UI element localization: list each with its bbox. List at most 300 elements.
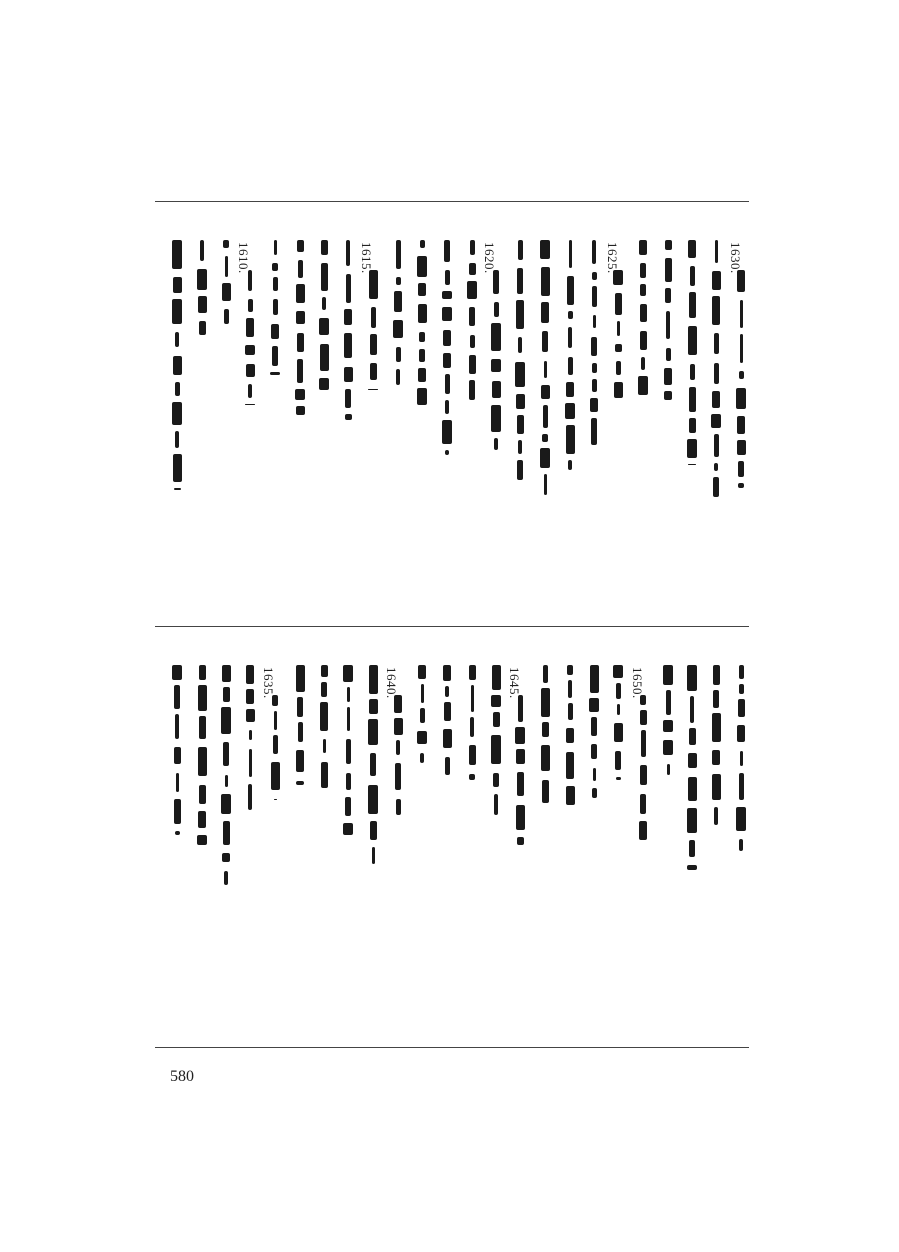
script-glyph — [223, 240, 229, 248]
script-glyph — [737, 440, 746, 455]
script-glyph — [713, 690, 719, 708]
script-glyph — [173, 356, 182, 375]
script-glyph — [640, 304, 647, 322]
script-glyph — [418, 304, 427, 323]
script-glyph — [666, 348, 671, 361]
script-glyph — [445, 400, 449, 414]
upper-line-number: 1615. — [359, 242, 374, 274]
script-glyph — [714, 463, 718, 471]
script-glyph — [174, 685, 180, 709]
script-glyph — [688, 326, 697, 355]
script-glyph — [297, 333, 304, 352]
lower-script-line — [366, 665, 380, 865]
script-glyph — [493, 712, 500, 727]
upper-line-number: 1610. — [236, 242, 251, 274]
script-glyph — [469, 665, 476, 680]
script-glyph — [344, 309, 352, 325]
script-glyph — [663, 740, 673, 755]
script-glyph — [665, 258, 672, 282]
lower-line-number: 1645. — [507, 667, 522, 699]
script-glyph — [174, 799, 181, 824]
script-glyph — [615, 293, 622, 315]
script-glyph — [739, 773, 744, 800]
script-glyph — [346, 240, 350, 266]
script-glyph — [541, 688, 550, 717]
script-glyph — [442, 307, 452, 321]
script-glyph — [296, 406, 305, 415]
script-glyph — [320, 344, 329, 371]
script-glyph — [614, 723, 623, 742]
upper-script-line — [538, 240, 552, 500]
script-glyph — [568, 680, 572, 698]
lower-script-line — [440, 665, 454, 775]
script-glyph — [175, 831, 180, 835]
script-glyph — [223, 742, 229, 766]
script-glyph — [274, 240, 277, 255]
script-glyph — [443, 330, 451, 346]
script-glyph — [223, 821, 230, 845]
script-glyph — [738, 699, 745, 717]
script-glyph — [518, 695, 523, 722]
lower-script-line — [465, 665, 479, 780]
script-glyph — [713, 477, 719, 497]
script-glyph — [200, 240, 204, 261]
script-glyph — [640, 331, 647, 350]
script-glyph — [321, 240, 328, 255]
lower-line-number: 1640. — [384, 667, 399, 699]
script-glyph — [417, 731, 427, 744]
script-glyph — [665, 240, 672, 250]
script-glyph — [369, 665, 378, 694]
script-glyph — [688, 464, 696, 465]
script-glyph — [271, 324, 279, 339]
script-glyph — [445, 686, 449, 697]
upper-script-line — [489, 270, 503, 450]
script-glyph — [568, 357, 573, 375]
script-glyph — [566, 786, 575, 805]
script-glyph — [445, 270, 450, 285]
script-glyph — [420, 240, 425, 248]
script-glyph — [418, 368, 426, 382]
script-glyph — [198, 296, 207, 313]
script-glyph — [274, 799, 277, 800]
script-glyph — [172, 299, 182, 324]
upper-script-line — [219, 240, 233, 330]
upper-line-number: 1620. — [482, 242, 497, 274]
script-glyph — [616, 777, 621, 780]
script-glyph — [689, 728, 696, 745]
script-glyph — [690, 696, 694, 723]
script-glyph — [396, 240, 401, 269]
script-glyph — [172, 240, 182, 269]
script-glyph — [712, 296, 720, 325]
script-glyph — [298, 260, 303, 278]
lower-script-line — [563, 665, 577, 805]
script-glyph — [640, 263, 646, 278]
script-glyph — [517, 460, 523, 480]
script-glyph — [172, 665, 182, 680]
script-glyph — [470, 240, 475, 255]
script-glyph — [544, 474, 547, 495]
script-glyph — [248, 784, 252, 810]
script-glyph — [467, 281, 477, 299]
script-glyph — [273, 277, 278, 291]
script-glyph — [592, 363, 597, 373]
script-glyph — [713, 665, 720, 685]
script-glyph — [714, 363, 719, 384]
script-glyph — [566, 425, 575, 454]
script-glyph — [542, 434, 548, 442]
lower-script-line — [415, 665, 429, 765]
script-glyph — [246, 709, 255, 722]
script-glyph — [344, 333, 352, 358]
upper-script-line — [293, 240, 307, 415]
script-glyph — [664, 391, 672, 400]
script-glyph — [445, 450, 449, 455]
script-glyph — [568, 703, 573, 720]
script-glyph — [245, 345, 255, 355]
script-glyph — [172, 402, 182, 425]
script-glyph — [518, 337, 522, 353]
page-number: 580 — [170, 1068, 194, 1085]
script-glyph — [176, 773, 179, 792]
script-glyph — [197, 835, 207, 845]
script-glyph — [471, 685, 474, 712]
script-glyph — [270, 372, 280, 375]
lower-line-number: 1635. — [261, 667, 276, 699]
upper-script-line — [661, 240, 675, 400]
script-glyph — [225, 775, 228, 787]
upper-script-line — [587, 240, 601, 450]
script-glyph — [518, 240, 523, 260]
script-glyph — [199, 665, 206, 680]
script-glyph — [394, 291, 402, 312]
script-glyph — [245, 404, 255, 405]
script-glyph — [515, 727, 525, 744]
lower-script-line — [293, 665, 307, 785]
script-glyph — [419, 349, 425, 362]
script-glyph — [396, 740, 400, 755]
script-glyph — [615, 751, 621, 770]
lower-script-line — [341, 665, 355, 835]
script-glyph — [345, 414, 352, 420]
script-glyph — [491, 359, 501, 372]
script-glyph — [443, 665, 451, 681]
script-glyph — [714, 434, 719, 457]
lower-script-line — [636, 695, 650, 840]
script-glyph — [418, 665, 426, 679]
upper-script-line — [391, 240, 405, 390]
lower-script-line — [611, 665, 625, 780]
script-glyph — [614, 382, 623, 398]
script-glyph — [615, 344, 622, 352]
lower-script-line — [734, 665, 748, 860]
script-glyph — [443, 353, 451, 368]
script-glyph — [347, 707, 350, 731]
script-glyph — [590, 665, 599, 693]
script-glyph — [541, 302, 549, 323]
script-glyph — [296, 284, 305, 303]
script-glyph — [197, 269, 207, 290]
script-glyph — [640, 284, 646, 296]
script-glyph — [225, 256, 228, 277]
script-glyph — [296, 781, 304, 785]
script-glyph — [347, 687, 350, 702]
script-glyph — [274, 711, 277, 730]
script-glyph — [174, 488, 181, 490]
script-glyph — [689, 387, 696, 412]
script-glyph — [689, 292, 696, 318]
script-glyph — [736, 807, 746, 831]
script-glyph — [640, 710, 647, 725]
script-glyph — [469, 380, 475, 400]
script-glyph — [323, 739, 326, 753]
script-glyph — [712, 774, 721, 800]
script-glyph — [738, 483, 744, 488]
script-glyph — [343, 823, 353, 835]
script-glyph — [543, 405, 548, 428]
script-glyph — [222, 665, 231, 682]
script-glyph — [346, 739, 351, 764]
script-glyph — [689, 418, 696, 433]
script-glyph — [273, 735, 278, 754]
script-glyph — [173, 277, 182, 293]
script-glyph — [272, 346, 278, 366]
script-glyph — [494, 794, 498, 815]
script-glyph — [443, 729, 452, 748]
script-glyph — [198, 811, 206, 828]
script-glyph — [248, 384, 252, 398]
script-glyph — [592, 286, 597, 307]
lower-script-line — [195, 665, 209, 845]
script-glyph — [666, 311, 670, 339]
script-glyph — [271, 762, 280, 790]
script-glyph — [666, 690, 671, 715]
script-glyph — [344, 367, 353, 382]
script-glyph — [491, 735, 501, 764]
script-glyph — [272, 263, 278, 271]
script-glyph — [445, 374, 450, 394]
script-glyph — [568, 327, 572, 348]
script-glyph — [617, 321, 620, 336]
script-glyph — [246, 364, 255, 377]
script-glyph — [738, 461, 744, 477]
script-glyph — [297, 359, 303, 383]
script-glyph — [372, 847, 375, 864]
lower-script-line — [685, 665, 699, 870]
script-glyph — [516, 749, 525, 764]
lower-script-line — [219, 665, 233, 885]
upper-script-line — [611, 270, 625, 400]
script-glyph — [540, 448, 550, 468]
script-glyph — [221, 794, 231, 814]
script-glyph — [369, 270, 378, 299]
script-glyph — [687, 439, 697, 458]
script-glyph — [690, 266, 695, 286]
script-glyph — [296, 750, 304, 772]
script-glyph — [417, 256, 427, 277]
upper-script-line — [268, 240, 282, 375]
script-glyph — [224, 309, 229, 324]
script-glyph — [296, 311, 305, 324]
script-glyph — [740, 300, 743, 328]
script-glyph — [445, 757, 450, 775]
script-glyph — [442, 291, 452, 299]
script-glyph — [639, 821, 647, 840]
script-glyph — [370, 363, 377, 380]
script-glyph — [737, 725, 745, 742]
script-glyph — [517, 772, 524, 796]
upper-script-line — [563, 240, 577, 470]
script-glyph — [345, 797, 351, 816]
script-glyph — [396, 799, 401, 815]
script-glyph — [616, 361, 621, 375]
script-glyph — [419, 332, 425, 342]
script-glyph — [346, 274, 351, 303]
script-glyph — [393, 320, 403, 338]
script-glyph — [591, 717, 597, 736]
script-glyph — [370, 753, 376, 776]
lower-script-line — [709, 665, 723, 825]
script-glyph — [368, 719, 378, 745]
script-glyph — [687, 665, 697, 691]
script-glyph — [173, 454, 182, 482]
script-glyph — [567, 665, 573, 675]
lower-script-line — [513, 695, 527, 845]
script-glyph — [517, 268, 523, 294]
script-glyph — [494, 438, 498, 450]
script-glyph — [687, 808, 697, 833]
script-glyph — [568, 311, 573, 319]
script-glyph — [175, 382, 180, 396]
script-glyph — [396, 347, 401, 362]
upper-script-line — [440, 240, 454, 455]
script-glyph — [541, 385, 550, 399]
lower-script-line — [243, 665, 257, 810]
upper-line-number: 1625. — [605, 242, 620, 274]
script-glyph — [396, 369, 400, 385]
script-glyph — [616, 683, 621, 699]
script-glyph — [714, 807, 718, 825]
script-glyph — [343, 665, 353, 682]
script-glyph — [470, 335, 475, 348]
upper-script-line — [341, 240, 355, 420]
script-glyph — [568, 460, 572, 470]
script-glyph — [566, 382, 574, 397]
script-glyph — [199, 716, 206, 739]
script-glyph — [663, 665, 673, 685]
lower-script-line — [587, 665, 601, 805]
script-glyph — [246, 689, 254, 704]
script-glyph — [297, 240, 304, 252]
lower-script-line — [268, 695, 282, 800]
script-glyph — [321, 263, 328, 291]
script-glyph — [640, 794, 646, 814]
script-glyph — [638, 376, 648, 395]
script-glyph — [739, 371, 744, 379]
script-glyph — [641, 357, 645, 370]
upper-script-line — [415, 240, 429, 405]
script-glyph — [688, 753, 697, 768]
script-glyph — [565, 403, 575, 419]
script-glyph — [491, 323, 501, 351]
script-glyph — [688, 240, 696, 258]
script-glyph — [566, 752, 574, 779]
script-glyph — [566, 728, 574, 743]
script-glyph — [593, 315, 596, 328]
script-glyph — [687, 865, 697, 870]
script-glyph — [639, 240, 647, 255]
script-glyph — [714, 333, 719, 354]
script-glyph — [319, 318, 329, 335]
script-glyph — [491, 695, 501, 707]
script-glyph — [321, 762, 328, 788]
script-glyph — [296, 665, 305, 692]
script-glyph — [541, 267, 550, 296]
script-glyph — [368, 389, 378, 390]
script-glyph — [543, 665, 548, 683]
script-glyph — [592, 240, 596, 264]
script-glyph — [516, 300, 524, 329]
script-glyph — [516, 394, 525, 409]
rule-top — [155, 201, 749, 202]
script-glyph — [298, 722, 303, 742]
script-glyph — [320, 702, 328, 731]
script-glyph — [175, 714, 179, 739]
script-glyph — [540, 240, 550, 259]
script-glyph — [224, 871, 228, 885]
script-glyph — [417, 388, 427, 405]
script-glyph — [711, 414, 721, 428]
script-glyph — [492, 665, 501, 690]
script-glyph — [223, 687, 230, 702]
script-glyph — [542, 722, 549, 737]
upper-script-line — [734, 270, 748, 488]
script-glyph — [444, 702, 451, 721]
script-glyph — [371, 307, 376, 328]
script-glyph — [740, 751, 743, 766]
script-glyph — [592, 272, 597, 280]
script-glyph — [712, 713, 721, 742]
script-glyph — [321, 665, 328, 677]
lower-line-number: 1650. — [630, 667, 645, 699]
script-glyph — [591, 744, 597, 759]
script-glyph — [418, 283, 426, 296]
script-glyph — [273, 299, 278, 315]
script-glyph — [492, 381, 501, 398]
script-glyph — [420, 753, 424, 763]
script-glyph — [667, 764, 670, 775]
script-glyph — [590, 398, 598, 412]
script-glyph — [569, 240, 572, 268]
script-glyph — [370, 334, 377, 355]
script-glyph — [517, 837, 524, 845]
script-glyph — [322, 297, 326, 310]
script-glyph — [617, 704, 620, 715]
script-glyph — [444, 240, 450, 262]
script-glyph — [368, 785, 378, 814]
lower-script-line — [489, 665, 503, 815]
script-glyph — [469, 355, 476, 374]
script-glyph — [199, 321, 206, 335]
script-glyph — [541, 745, 550, 771]
script-glyph — [739, 839, 743, 851]
script-glyph — [295, 389, 305, 400]
lower-script-line — [538, 665, 552, 805]
script-glyph — [515, 362, 525, 387]
script-glyph — [712, 391, 720, 408]
lower-script-line — [170, 665, 184, 835]
